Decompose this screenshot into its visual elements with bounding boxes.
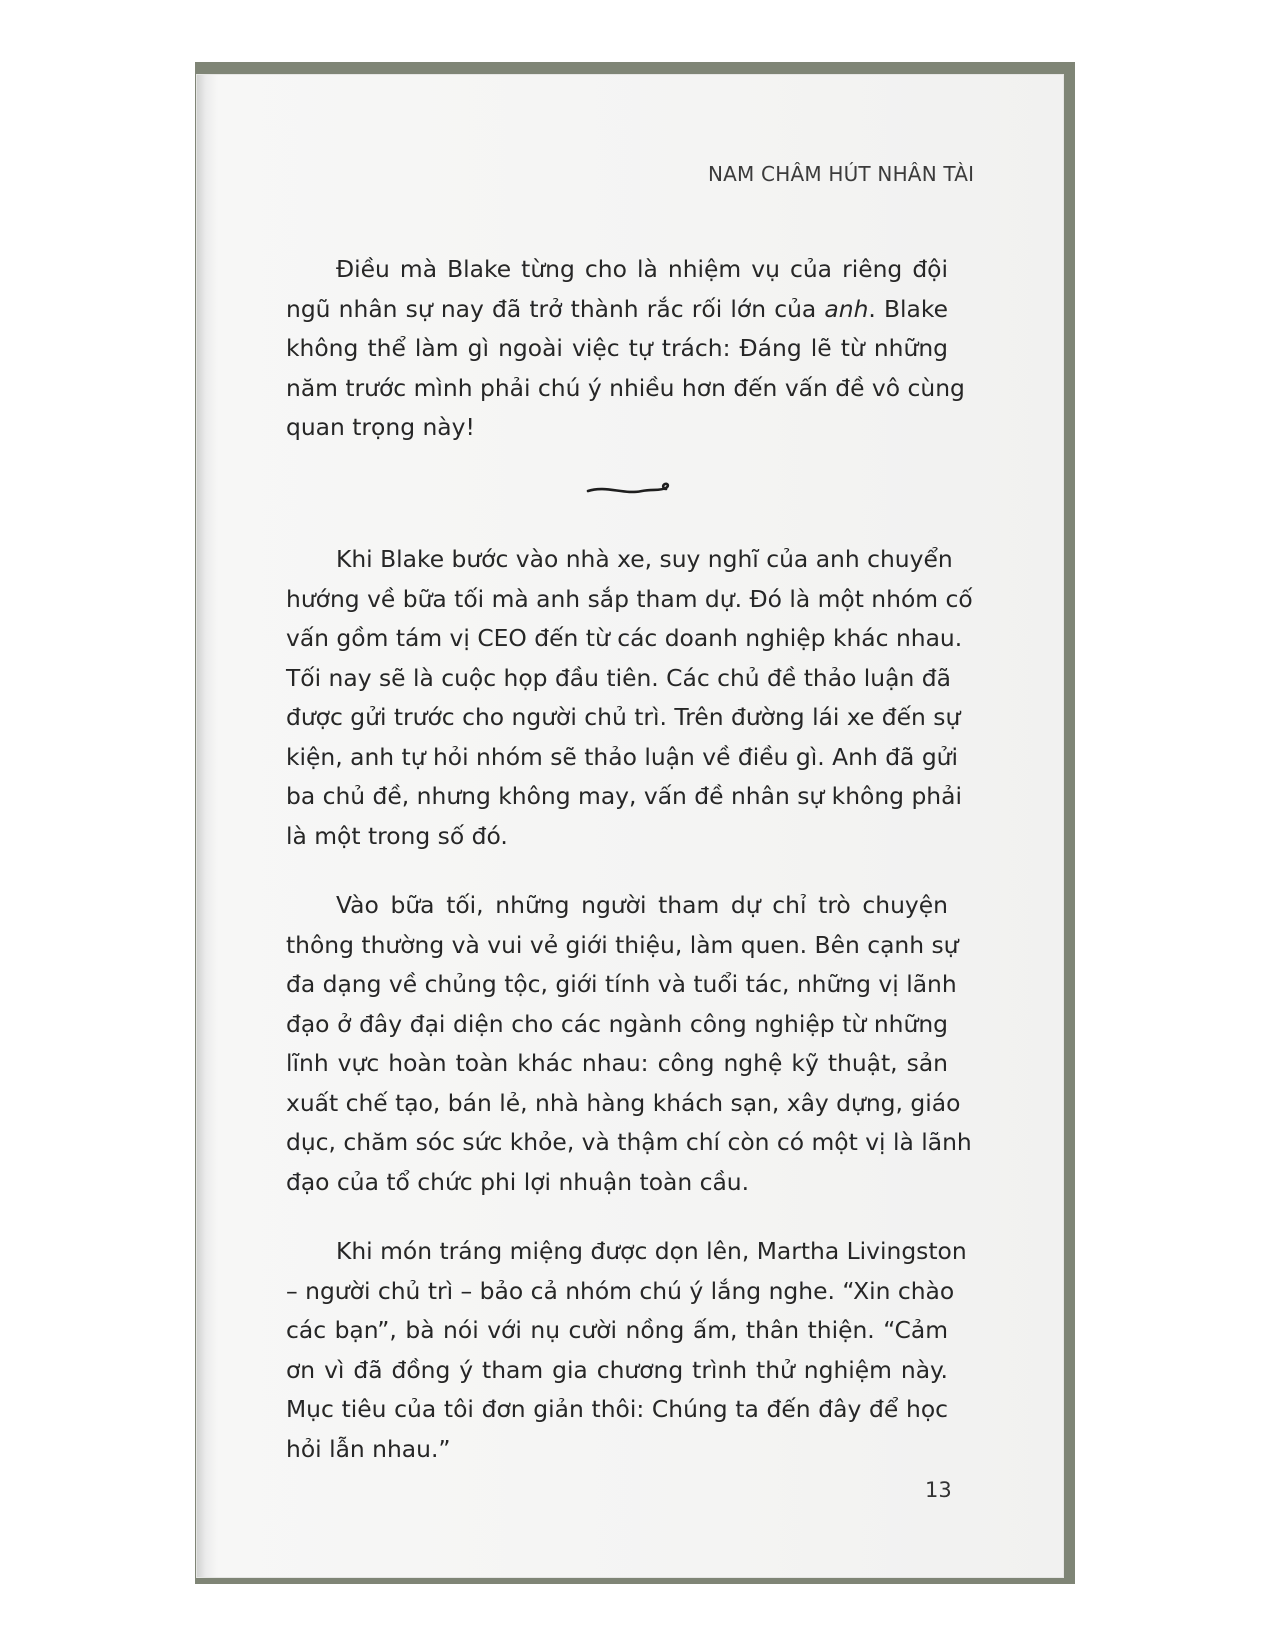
section-break-ornament: [586, 481, 670, 499]
text-line: thông thường và vui vẻ giới thiệu, làm quen. Bên cạnh sự: [286, 930, 959, 959]
text-line: hỏi lẫn nhau.”: [286, 1434, 451, 1463]
text-line: đạo của tổ chức phi lợi nhuận toàn cầu.: [286, 1167, 750, 1196]
text-line: quan trọng này!: [286, 413, 475, 441]
text-segment: . Blake: [868, 294, 948, 323]
text-line: ba chủ đề, nhưng không may, vấn đề nhân sự không phải: [286, 782, 962, 810]
text-line: Khi Blake bước vào nhà xe, suy nghĩ của anh chuyển: [336, 545, 953, 573]
text-line: đa dạng về chủng tộc, giới tính và tuổi tác, những vị lãnh: [286, 970, 957, 998]
paragraph-1: [286, 250, 965, 448]
paragraph-4: [286, 1232, 967, 1469]
text-line: Điều mà Blake từng cho là nhiệm vụ của riêng đội: [336, 255, 948, 283]
paragraph-2: [286, 540, 973, 856]
text-line: đạo ở đây đại diện cho các ngành công nghiệp từ những: [286, 1009, 948, 1038]
text-line: không thể làm gì ngoài việc tự trách: Đáng lẽ từ những: [286, 334, 948, 362]
text-line: là một trong số đó.: [286, 821, 508, 850]
text-line: dục, chăm sóc sức khỏe, và thậm chí còn có một vị là lãnh: [286, 1128, 972, 1156]
text-line: [286, 290, 948, 330]
text-line: ơn vì đã đồng ý tham gia chương trình thử nghiệm này.: [286, 1355, 948, 1384]
paragraph-3: [286, 886, 972, 1202]
text-line: hướng về bữa tối mà anh sắp tham dự. Đó là một nhóm cố: [286, 584, 973, 613]
text-line: xuất chế tạo, bán lẻ, nhà hàng khách sạn, xây dựng, giáo: [286, 1088, 961, 1117]
text-line: kiện, anh tự hỏi nhóm sẽ thảo luận về điều gì. Anh đã gửi: [286, 742, 958, 771]
emphasis-text: anh: [824, 294, 869, 323]
page-number: 13: [925, 1478, 952, 1502]
text-line: lĩnh vực hoàn toàn khác nhau: công nghệ kỹ thuật, sản: [286, 1049, 948, 1077]
running-header: NAM CHÂM HÚT NHÂN TÀI: [708, 162, 975, 186]
text-line: được gửi trước cho người chủ trì. Trên đường lái xe đến sự: [286, 703, 961, 731]
text-line: các bạn”, bà nói với nụ cười nồng ấm, thân thiện. “Cảm: [286, 1316, 948, 1344]
text-line: Mục tiêu của tôi đơn giản thôi: Chúng ta đến đây để học: [286, 1395, 948, 1423]
text-line: Tối nay sẽ là cuộc họp đầu tiên. Các chủ đề thảo luận đã: [286, 663, 951, 692]
text-line: Vào bữa tối, những người tham dự chỉ trò chuyện: [336, 891, 948, 919]
text-line: năm trước mình phải chú ý nhiều hơn đến vấn đề vô cùng: [286, 373, 965, 402]
text-line: – người chủ trì – bảo cả nhóm chú ý lắng nghe. “Xin chào: [286, 1276, 955, 1305]
text-line: Khi món tráng miệng được dọn lên, Martha Livingston: [336, 1237, 967, 1265]
text-line: vấn gồm tám vị CEO đến từ các doanh nghiệp khác nhau.: [286, 624, 963, 652]
text-segment: ngũ nhân sự nay đã trở thành rắc rối lớn của: [286, 294, 825, 323]
